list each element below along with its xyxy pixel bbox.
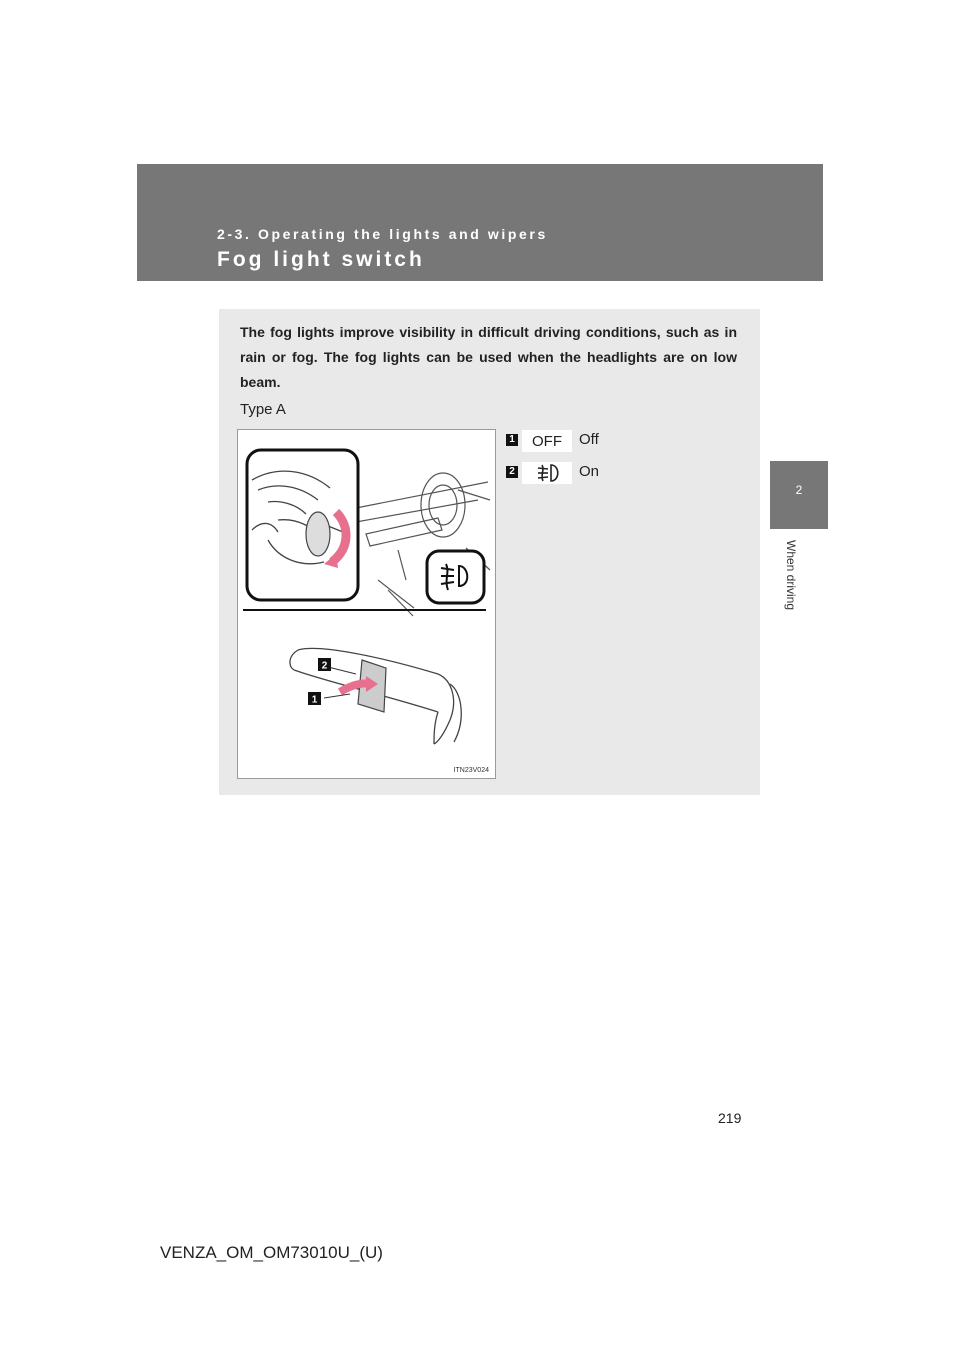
illustration-drawing — [238, 430, 495, 778]
legend-number-badge: 1 — [506, 434, 518, 446]
section-subtitle: 2-3. Operating the lights and wipers — [217, 226, 548, 242]
legend-symbol-box — [522, 462, 572, 484]
callout-bubble-right — [427, 551, 484, 603]
chapter-number: 2 — [795, 483, 803, 497]
switch-illustration — [237, 429, 496, 779]
stalk-ring — [306, 512, 330, 556]
page-title: Fog light switch — [217, 248, 425, 271]
document-code: VENZA_OM_OM73010U_(U) — [160, 1243, 383, 1262]
callout-leader-1 — [324, 694, 350, 698]
legend-symbol-box — [522, 430, 572, 452]
page-number: 219 — [718, 1110, 742, 1126]
fog-light-icon — [522, 462, 572, 484]
legend-label-off: Off — [579, 431, 599, 448]
content-panel — [219, 309, 760, 795]
off-symbol: OFF — [532, 433, 562, 450]
callout-number-2: 2 — [321, 660, 328, 672]
legend-number-badge: 2 — [506, 466, 518, 478]
callout-number-1: 1 — [311, 694, 318, 706]
chapter-tab — [770, 461, 828, 529]
legend-label-on: On — [579, 463, 600, 480]
section-header-band — [137, 164, 823, 281]
figure-code: ITN23V024 — [453, 767, 489, 774]
type-label: Type A — [240, 401, 286, 418]
chapter-label: When driving — [784, 540, 798, 611]
intro-paragraph: The fog lights improve visibility in difficult driving conditions, such as in rain or fog. The fog lights can be used when the headlights are on low beam. — [240, 324, 737, 390]
